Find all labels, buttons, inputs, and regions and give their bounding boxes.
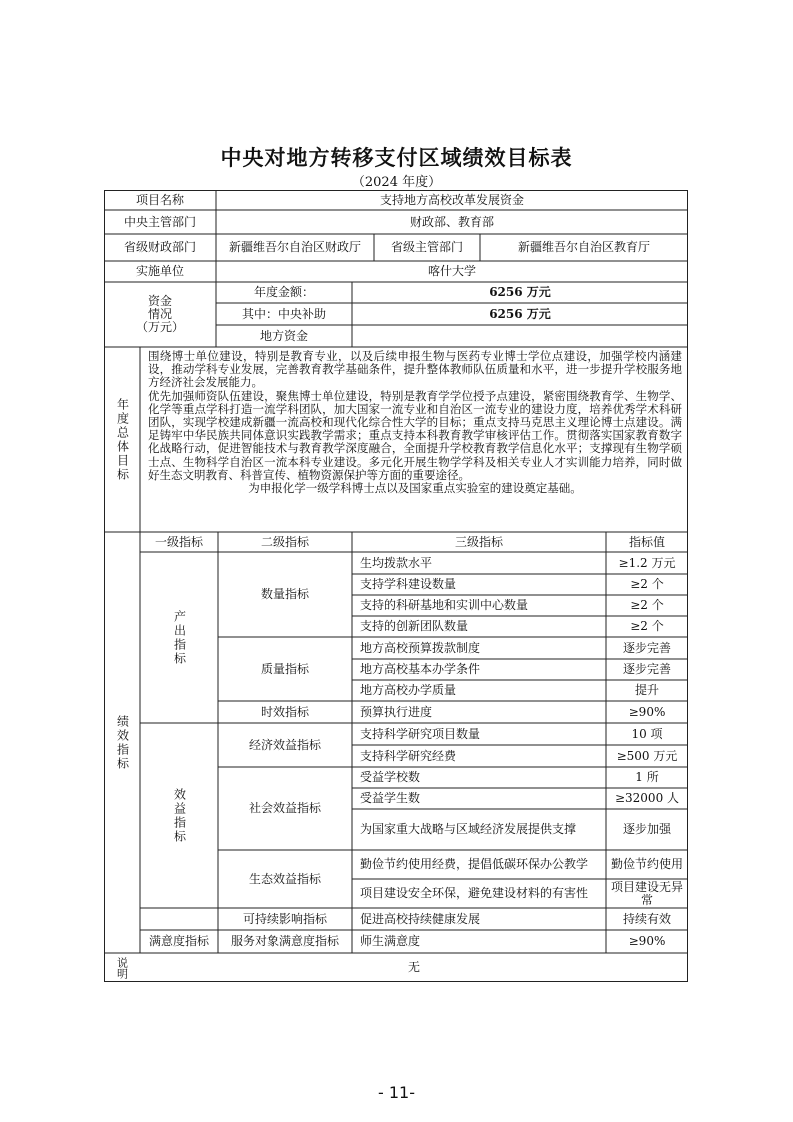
- annual-goals-text: [148, 350, 682, 495]
- central-subsidy-label: 其中：中央补助: [241, 306, 326, 321]
- satisfaction-indicator-label: 满意度指标: [148, 934, 209, 948]
- indicator-value: 持续有效: [622, 911, 671, 926]
- indicator-name: 支持科学研究经费: [360, 748, 457, 763]
- indicator-value: ≥2 个: [630, 577, 664, 591]
- funds-label: [104, 282, 216, 347]
- indicator-name: 支持的创新团队数量: [360, 619, 469, 633]
- indicator-name: 地方高校预算拨款制度: [360, 640, 481, 655]
- sustainability-label: 可持续影响指标: [242, 911, 327, 926]
- prov-finance-value: 新疆维吾尔自治区财政厅: [228, 240, 361, 254]
- indicator-name: 项目建设安全环保，避免建设材料的有害性: [360, 886, 589, 900]
- goals-paragraph-2: 优先加强师资队伍建设，聚焦博士单位建设，特别是教育学学位授予点建设，紧密围绕教育学、生物学、化学等重点学科打造一流学科团队，加大国家一流专业和自治区一流专业的建设力度，培养优秀学术科研团队，实现学校建成新疆一流高校和现代化综合性大学的目标；重点支持马克思主义理论博士点建设。满足铸牢中华民族共同体意识实践教学需求；重点支持本科教育教学审核评估工作。贯彻落实国家教育数字化战略行动，促进智能技术与教育教学深度融合，全面提升学校教育教学信息化水平；支撑现有生物学硕士点、生物科学自治区一流本科专业建设。多元化开展生物学学科及相关专业人才实训能力培养，同时做好生态文明教育、科普宣传、植物资源保护等方面的重要途径。: [148, 388, 682, 482]
- annual-amount-value: 6256 万元: [489, 285, 551, 299]
- prov-finance-label: 省级财政部门: [123, 240, 196, 254]
- indicator-name: 受益学校数: [360, 770, 421, 784]
- indicators-section-label: 绩效指标: [115, 714, 130, 771]
- quality-indicator-label: 质量指标: [260, 661, 309, 676]
- indicator-value: ≥500 万元: [616, 748, 678, 763]
- timeliness-indicator-label: 时效指标: [260, 704, 309, 719]
- indicator-name: 勤俭节约使用经费，提倡低碳环保办公教学: [360, 857, 589, 871]
- indicator-name: 支持科学研究项目数量: [360, 726, 481, 741]
- goals-paragraph-3: 为申报化学一级学科博士点以及国家重点实验室的建设奠定基础。: [248, 481, 582, 496]
- col-level3-header: 三级指标: [454, 534, 503, 549]
- project-name-value: 支持地方高校改革发展资金: [379, 192, 524, 207]
- col-value-header: 指标值: [628, 534, 665, 549]
- quantity-indicator-label: 数量指标: [260, 587, 309, 601]
- indicator-value: ≥2 个: [630, 619, 664, 633]
- indicator-name: 支持学科建设数量: [360, 577, 457, 591]
- indicator-value: 10 项: [631, 726, 663, 741]
- col-level2-header: 二级指标: [260, 534, 309, 549]
- indicator-value: 提升: [634, 683, 659, 697]
- indicator-name: 师生满意度: [360, 934, 421, 948]
- central-dept-value: 财政部、教育部: [409, 214, 494, 229]
- document-title: 中央对地方转移支付区域绩效目标表: [220, 145, 573, 170]
- indicator-value: ≥1.2 万元: [618, 555, 676, 570]
- indicator-name: 支持的科研基地和实训中心数量: [360, 598, 529, 612]
- eco-benefit-label: 生态效益指标: [248, 871, 321, 886]
- indicator-name: 生均拨款水平: [360, 555, 433, 570]
- notes-value: 无: [407, 960, 420, 974]
- indicator-value: ≥90%: [628, 704, 666, 719]
- indicator-value: 逐步完善: [622, 640, 671, 655]
- indicator-name: 预算执行进度: [360, 704, 433, 719]
- annual-goals-label: 年度总体目标: [115, 397, 130, 482]
- benefit-indicator-label: 效益指标: [172, 787, 187, 844]
- indicator-name: 为国家重大战略与区域经济发展提供支撑: [360, 822, 577, 836]
- central-subsidy-value: 6256 万元: [489, 306, 551, 321]
- indicator-name: 受益学生数: [360, 791, 421, 805]
- impl-unit-value: 喀什大学: [427, 264, 476, 278]
- impl-unit-label: 实施单位: [135, 264, 184, 278]
- performance-table: [104, 190, 688, 982]
- indicator-name: 促进高校持续健康发展: [360, 911, 481, 926]
- page-number: - 11-: [378, 1083, 415, 1102]
- col-level1-header: 一级指标: [154, 534, 203, 549]
- indicator-value: 逐步加强: [622, 822, 671, 836]
- local-funds-label: 地方资金: [259, 328, 308, 343]
- goals-paragraph-1: 围绕博士单位建设，特别是教育专业，以及后续申报生物与医药专业博士学位点建设，加强学校内涵建设，推动学科专业发展，完善教育教学基础条件，提升整体教师队伍质量和水平，进一步提升学校服务地方经济社会发展能力。: [148, 349, 682, 390]
- indicator-value: 项目建设无异常: [610, 879, 683, 907]
- prov-dept-value: 新疆维吾尔自治区教育厅: [517, 240, 650, 254]
- indicator-value: 1 所: [635, 770, 659, 784]
- indicator-name: 地方高校办学质量: [360, 683, 457, 697]
- indicator-value: ≥90%: [628, 934, 666, 948]
- funds-label-line1: 资金: [147, 294, 172, 308]
- service-satisfaction-label: 服务对象满意度指标: [230, 934, 339, 948]
- indicator-name: 地方高校基本办学条件: [360, 662, 481, 676]
- project-name-label: 项目名称: [135, 192, 184, 207]
- indicator-value: ≥32000 人: [614, 791, 680, 805]
- prov-dept-label: 省级主管部门: [390, 240, 463, 254]
- output-indicator-label: 产出指标: [172, 609, 187, 666]
- economic-benefit-label: 经济效益指标: [248, 737, 321, 752]
- notes-label: 说明: [115, 956, 129, 979]
- indicator-value: 勤俭节约使用: [610, 857, 683, 871]
- indicator-value: ≥2 个: [630, 598, 664, 612]
- funds-label-line3: （万元）: [135, 320, 184, 334]
- document-year: （2024 年度）: [351, 175, 442, 190]
- indicator-value: 逐步完善: [622, 662, 671, 676]
- local-funds-value: [352, 325, 688, 347]
- central-dept-label: 中央主管部门: [123, 214, 196, 229]
- annual-amount-label: 年度金额：: [253, 285, 314, 299]
- funds-label-line2: 情况: [147, 307, 172, 321]
- social-benefit-label: 社会效益指标: [248, 801, 321, 815]
